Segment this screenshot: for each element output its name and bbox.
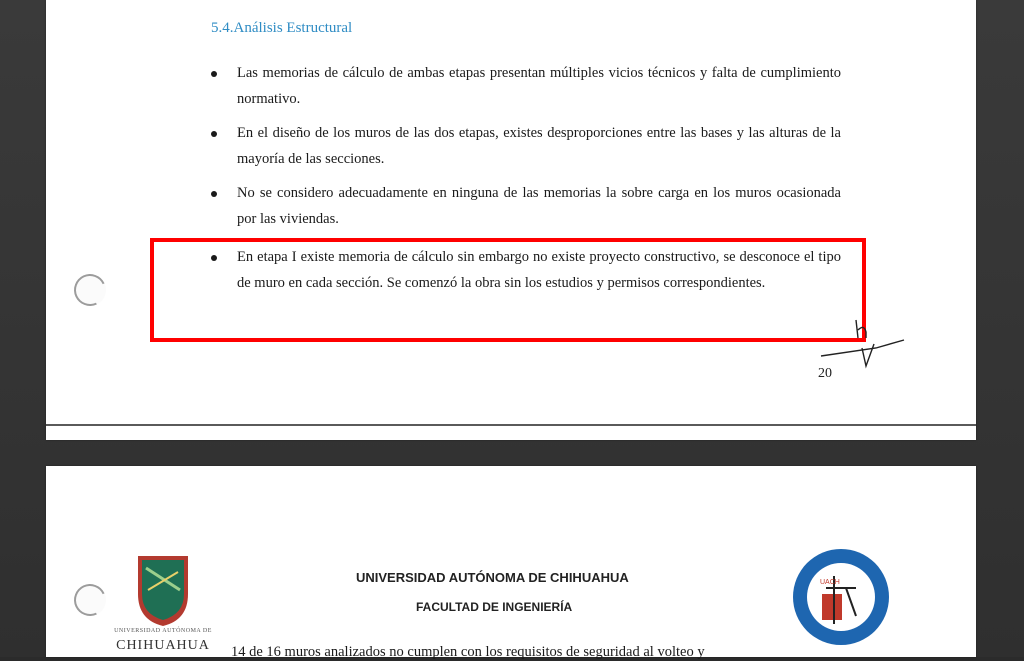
logo-caption-big: CHIHUAHUA xyxy=(116,638,210,653)
document-page-next xyxy=(46,466,976,660)
list-item-text: No se considero adecuadamente en ninguna de las memorias la sobre carga en los muros ocasionada por las viviendas. xyxy=(237,185,841,227)
bullet-icon xyxy=(211,191,217,197)
university-title: UNIVERSIDAD AUTÓNOMA DE CHIHUAHUA xyxy=(356,570,629,585)
engineering-faculty-seal xyxy=(790,546,892,648)
bullet-icon xyxy=(211,131,217,137)
punch-hole-icon xyxy=(69,579,110,620)
punch-hole-icon xyxy=(69,269,110,310)
list-item xyxy=(211,60,841,112)
logo-caption-small: UNIVERSIDAD AUTÓNOMA DE xyxy=(114,628,212,634)
red-highlight-box xyxy=(150,238,866,342)
faculty-title: FACULTAD DE INGENIERÍA xyxy=(416,600,573,614)
page-bottom-edge xyxy=(46,424,976,426)
bullet-icon xyxy=(211,71,217,77)
list-item xyxy=(211,120,841,172)
list-item-text: Las memorias de cálculo de ambas etapas presentan múltiples vicios técnicos y falta de cumplimiento normativo. xyxy=(237,65,841,107)
list-item-text: En etapa I existe memoria de cálculo sin embargo no existe proyecto constructivo, se desconoce el tipo de muro en cada sección. Se comenzó la obra sin los estudios y permisos correspondientes. xyxy=(237,249,841,291)
uach-shield-icon xyxy=(108,550,218,628)
list-item xyxy=(211,180,841,232)
list-item-text: En el diseño de los muros de las dos etapas, existes desproporciones entre las bases y las alturas de la mayoría de las secciones. xyxy=(237,125,841,167)
document-page-20 xyxy=(46,0,976,440)
section-title: 5.4.Análisis Estructural xyxy=(211,20,353,36)
engineering-seal-icon xyxy=(790,546,892,648)
uach-logo xyxy=(108,550,218,657)
page-number: 20 xyxy=(818,366,832,381)
partially-visible-text: 14 de 16 muros analizados no cumplen con los requisitos de seguridad al volteo y xyxy=(231,644,705,660)
seal-text: UACH xyxy=(820,579,840,586)
